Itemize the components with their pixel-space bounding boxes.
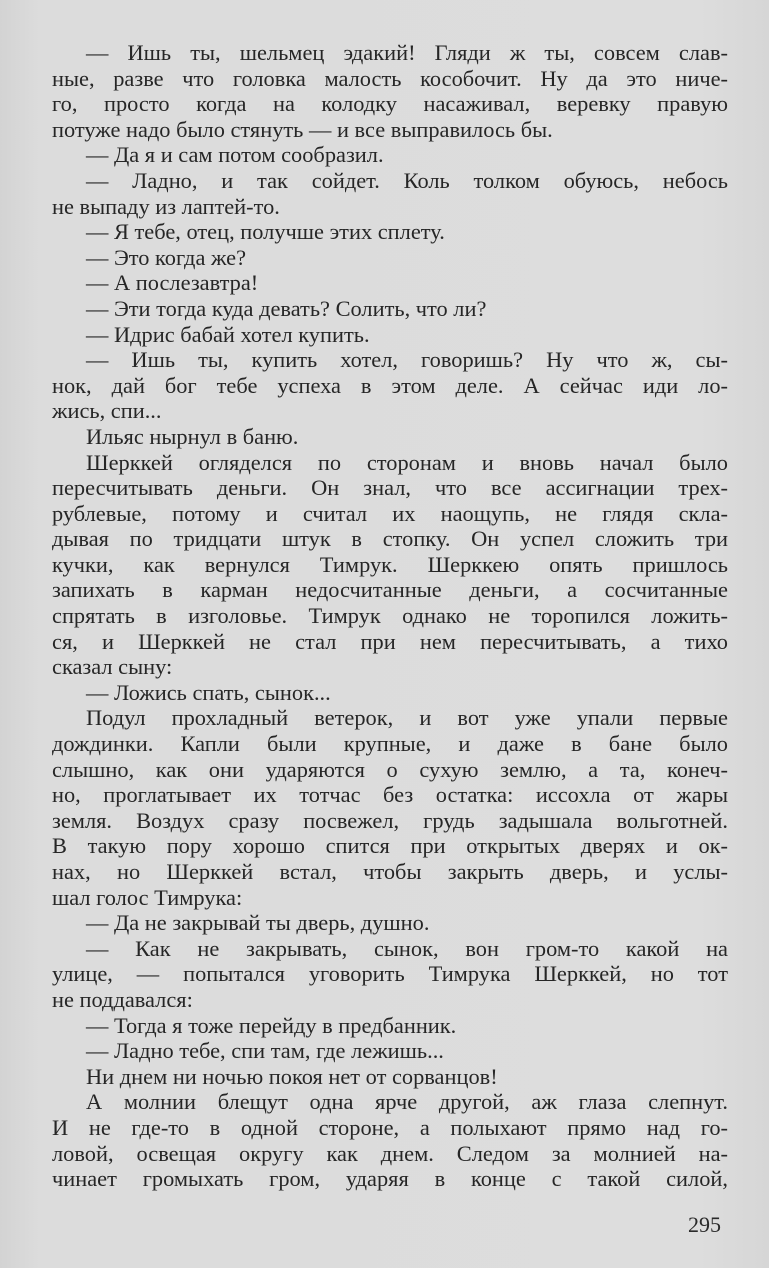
text-line: нок, дай бог тебе успеха в этом деле. А сейчас иди ло- (52, 372, 728, 398)
text-line: запихать в карман недосчитанные деньги, а сосчитанные (52, 577, 728, 603)
text-line: сказал сыну: (52, 654, 173, 680)
text-line: рублевые, потому и считал их наощупь, не глядя скла- (52, 500, 728, 526)
text-line: потуже надо было стянуть — и все выправилось бы. (52, 116, 553, 142)
page-number: 295 (688, 1212, 721, 1237)
text-line: Ни днем ни ночью покоя нет от сорванцов! (86, 1063, 498, 1089)
text-line: дождинки. Капли были крупные, и даже в бане было (52, 731, 728, 757)
text-line: — А послезавтра! (86, 270, 259, 296)
text-line: Шерккей огляделся по сторонам и вновь начал было (86, 449, 728, 475)
text-line: — Ишь ты, шельмец эдакий! Гляди ж ты, совсем слав- (86, 40, 728, 65)
text-line: не поддавался: (52, 986, 193, 1012)
text-line: спрятать в изголовье. Тимрук однако не торопился ложить- (52, 603, 728, 629)
text-line: — Ложись спать, сынок... (86, 679, 331, 705)
text-line: — Как не закрывать, сынок, вон гром-то какой на (86, 935, 728, 961)
text-line: — Ладно, и так сойдет. Коль толком обуюсь, небось (86, 167, 728, 193)
text-line: не выпаду из лаптей-то. (52, 193, 280, 219)
text-line: — Я тебе, отец, получше этих сплету. (86, 219, 445, 245)
text-line: но, проглатывает их тотчас без остатка: иссохла от жары (52, 782, 728, 808)
text-line: ловой, освещая округу как днем. Следом за молнией на- (52, 1140, 728, 1166)
text-line: В такую пору хорошо спится при открытых дверях и ок- (52, 833, 728, 859)
text-line: ся, и Шерккей не стал при нем пересчитывать, а тихо (52, 628, 728, 654)
text-line: — Ладно тебе, спи там, где лежишь... (86, 1038, 444, 1064)
text-line: А молнии блещут одна ярче другой, аж глаза слепнут. (86, 1089, 728, 1115)
text-line: — Ишь ты, купить хотел, говоришь? Ну что ж, сы- (86, 347, 728, 373)
text-line: — Эти тогда куда девать? Солить, что ли? (86, 295, 487, 321)
text-line: кучки, как вернулся Тимрук. Шерккею опять пришлось (52, 551, 728, 577)
text-line: — Идрис бабай хотел купить. (86, 321, 370, 347)
text-line: шал голос Тимрука: (52, 884, 243, 910)
text-line: И не где-то в одной стороне, а полыхают прямо над го- (52, 1114, 728, 1140)
text-line: нах, но Шерккей встал, чтобы закрыть дверь, и услы- (52, 859, 728, 884)
text-line: — Тогда я тоже перейду в предбанник. (86, 1012, 457, 1038)
text-line: улице, — попытался уговорить Тимрука Шерккей, но тот (52, 961, 728, 987)
text-line: земля. Воздух сразу посвежел, грудь задышала вольготней. (52, 807, 728, 833)
text-line: дывая по тридцати штук в стопку. Он успел сложить три (52, 526, 728, 552)
text-line: ные, разве что головка малость кособочит. Ну да это ниче- (52, 65, 728, 91)
text-line: слышно, как они ударяются о сухую землю, а та, конеч- (52, 756, 728, 782)
text-line: го, просто когда на колодку насаживал, веревку правую (52, 91, 728, 117)
text-line: — Это когда же? (86, 244, 247, 270)
text-line: пересчитывать деньги. Он знал, что все ассигнации трех- (52, 475, 728, 501)
page-body-text (52, 40, 728, 1192)
text-line: Ильяс нырнул в баню. (86, 423, 299, 449)
text-line: Подул прохладный ветерок, и вот уже упали первые (86, 705, 728, 731)
text-line: чинает громыхать гром, ударяя в конце с такой силой, (52, 1166, 728, 1192)
text-line: — Да не закрывай ты дверь, душно. (86, 910, 430, 936)
text-line: жись, спи... (52, 398, 162, 424)
text-line: — Да я и сам потом сообразил. (86, 142, 384, 168)
